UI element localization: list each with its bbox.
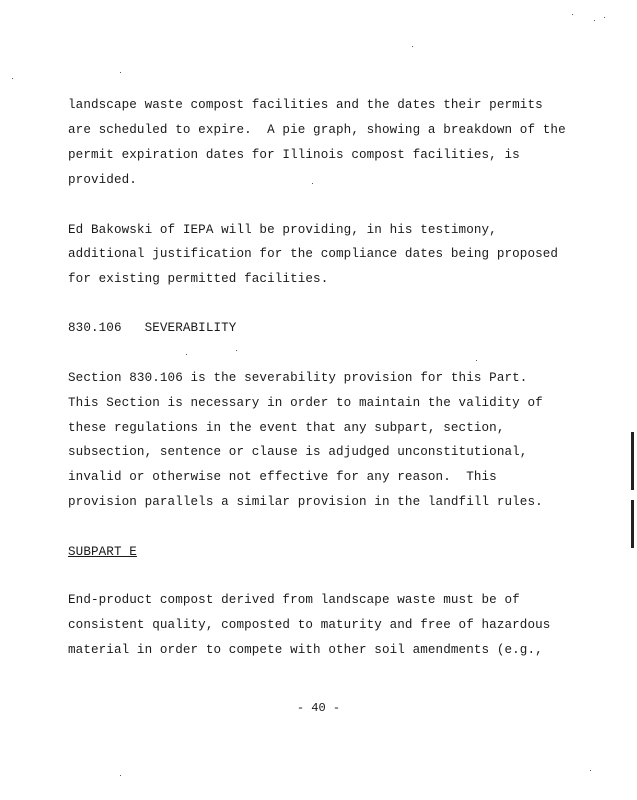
text-line: End-product compost derived from landscape waste must be of [68, 593, 520, 607]
text-line: Section 830.106 is the severability provision for this Part. [68, 371, 528, 385]
subpart-heading: SUBPART E [68, 545, 137, 559]
text-line: additional justification for the compliance dates being proposed [68, 247, 559, 261]
scan-speck [590, 770, 591, 771]
scan-speck [604, 17, 605, 18]
scan-speck [120, 72, 121, 73]
text-line: for existing permitted facilities. [68, 272, 329, 286]
text-line: material in order to compete with other soil amendments (e.g., [68, 643, 543, 657]
section-heading: 830.106 SEVERABILITY [68, 321, 237, 335]
text-line: consistent quality, composted to maturity and free of hazardous [68, 618, 551, 632]
page-number: - 40 - [296, 701, 341, 715]
text-line: landscape waste compost facilities and the dates their permits [68, 98, 543, 112]
text-line: This Section is necessary in order to maintain the validity of [68, 396, 543, 410]
scan-speck [12, 78, 13, 79]
text-line: these regulations in the event that any subpart, section, [68, 421, 505, 435]
scan-speck [186, 354, 187, 355]
text-line: subsection, sentence or clause is adjudged unconstitutional, [68, 445, 528, 459]
scan-speck [312, 183, 313, 184]
scan-speck [572, 14, 573, 15]
scan-speck [412, 46, 413, 47]
scan-speck [476, 360, 477, 361]
text-line: are scheduled to expire. A pie graph, showing a breakdown of the [68, 123, 566, 137]
scan-speck [236, 350, 237, 351]
scan-speck [594, 20, 595, 21]
text-line: permit expiration dates for Illinois compost facilities, is [68, 148, 520, 162]
scan-edge-mark [631, 432, 634, 490]
text-line: invalid or otherwise not effective for any reason. This [68, 470, 497, 484]
text-line: provided. [68, 173, 137, 187]
text-line: provision parallels a similar provision in the landfill rules. [68, 495, 543, 509]
scan-edge-mark [631, 500, 634, 548]
scan-speck [120, 775, 121, 776]
text-line: Ed Bakowski of IEPA will be providing, in his testimony, [68, 223, 497, 237]
